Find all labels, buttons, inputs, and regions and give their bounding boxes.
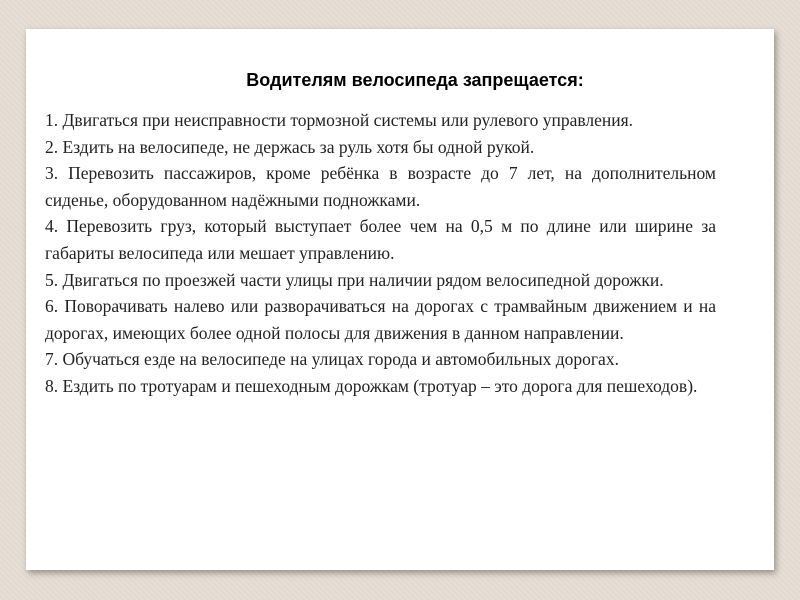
rule-item-5: 5. Двигаться по проезжей части улицы при наличии рядом велосипедной дорожки.	[45, 269, 664, 290]
rule-item-4: 4. Перевозить груз, который выступает более чем на 0,5 м по длине или ширине за габариты велосипеда или мешает управлению.	[45, 216, 716, 263]
rule-item-3: 3. Перевозить пассажиров, кроме ребёнка в возрасте до 7 лет, на дополнительном сиденье, оборудованном надёжными подножками.	[45, 163, 716, 210]
rule-item-2: 2. Ездить на велосипеде, не держась за руль хотя бы одной рукой.	[45, 136, 535, 157]
rule-item-7: 7. Обучаться езде на велосипеде на улицах города и автомобильных дорогах.	[45, 349, 619, 370]
slide-title: Водителям велосипеда запрещается:	[246, 70, 584, 90]
rule-item-6: 6. Поворачивать налево или разворачиваться на дорогах с трамвайным движением и на дорогах, имеющих более одной полосы для движения в данном направлении.	[45, 296, 716, 343]
rule-item-8: 8. Ездить по тротуарам и пешеходным дорожкам (тротуар – это дорога для пешеходов).	[45, 375, 698, 396]
rules-list	[45, 107, 716, 400]
slide-card	[26, 29, 774, 570]
rule-item-1: 1. Двигаться при неисправности тормозной системы или рулевого управления.	[45, 110, 634, 130]
